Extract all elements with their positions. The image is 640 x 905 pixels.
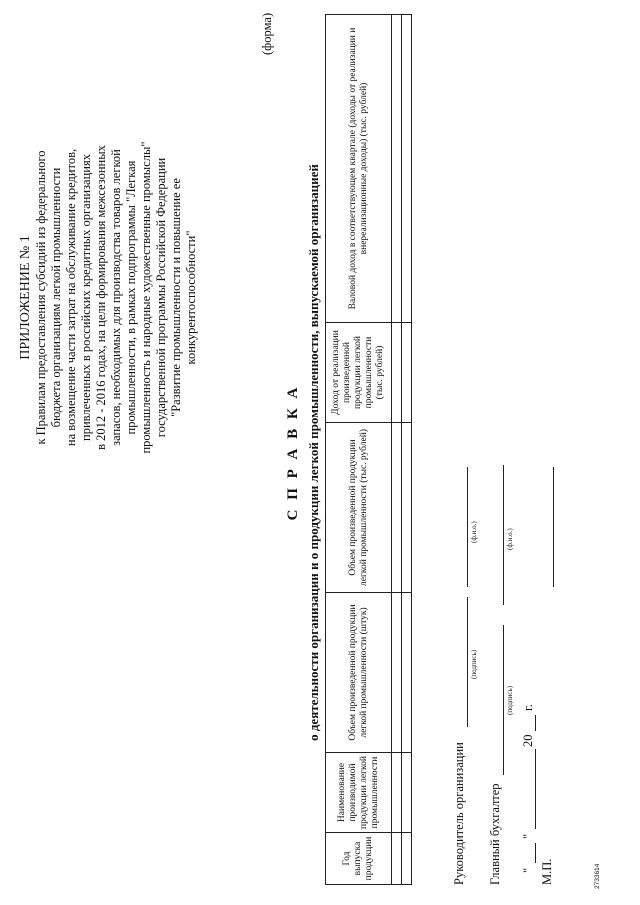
head-name-line[interactable] [467,467,468,587]
seal-line[interactable] [553,467,554,587]
appendix-line: на возмещение части затрат на обслуживание кредитов, [64,148,78,447]
seal-mark: М.П. [540,858,554,885]
head-signature-label: Руководитель организации [452,742,466,885]
column-header-product-name: Наименование производимой продукции легкой промышленности [326,753,392,833]
table-cell[interactable] [402,423,412,593]
appendix-header [18,20,199,575]
head-signature-line[interactable] [467,597,468,727]
column-header-gross-income: Валовой доход в соответствующем квартале (доходы от реализации и внереализационные доходы) (тыс. рублей) [326,15,392,323]
appendix-line: конкурентоспособности" [184,230,198,365]
head-signature-caption: (подпись) [470,649,478,679]
appendix-title: ПРИЛОЖЕНИЕ № 1 [18,235,33,360]
date-year-suffix: г. [521,704,535,711]
date-close-quote: " [521,833,535,839]
appendix-line: в 2012 - 2016 годах, на цели формирования межсезонных [94,145,108,450]
appendix-line: к Правилам предоставления субсидий из федерального [34,150,48,445]
accountant-name-caption: (ф.и.о.) [506,528,514,550]
table-cell[interactable] [402,323,412,423]
column-header-volume-units: Объем произведенной продукции легкой промышленности (штук) [326,593,392,753]
accountant-signature-caption: (подпись) [506,685,514,715]
accountant-signature-label: Главный бухгалтер [488,783,502,885]
table-cell[interactable] [392,833,402,885]
column-header-sales-income: Доход от реализации произведенной продукции легкой промышленности (тыс. рублей) [326,323,392,423]
report-table [325,14,412,885]
appendix-line: государственной программы Российской Федерации [154,157,168,438]
document-subtitle: о деятельности организации и о продукции легкой промышленности, выпускаемой организацией [306,164,321,741]
date-open-quote: " [521,867,535,873]
date-day-line[interactable] [535,843,536,863]
form-mark: (форма) [260,12,274,55]
table-cell[interactable] [392,15,402,323]
head-name-caption: (ф.и.о.) [470,521,478,543]
column-header-year: Год выпуска продукции [326,833,392,885]
appendix-line: промышленность и народные художественные промыслы" [139,141,153,454]
table-cell[interactable] [402,833,412,885]
appendix-line: привлеченных в российских кредитных организациях [79,154,93,441]
table-row [402,15,412,885]
document-code: 2733614 [594,863,601,889]
column-header-volume-rubles: Объем произведенной продукции легкой промышленности (тыс. рублей) [326,423,392,593]
appendix-line: промышленности, в рамках подпрограммы "Легкая [124,160,138,435]
date-year-line[interactable] [535,715,536,731]
table-cell[interactable] [402,593,412,753]
appendix-line: запасов, необходимых для производства товаров легкой [109,149,123,446]
date-month-line[interactable] [535,749,536,829]
table-cell[interactable] [392,323,402,423]
table-cell[interactable] [392,753,402,833]
table-cell[interactable] [402,753,412,833]
table-cell[interactable] [392,423,402,593]
appendix-line: "Развитие промышленности и повышение ее [169,178,183,417]
date-year-prefix: 20 [521,734,535,747]
table-cell[interactable] [402,15,412,323]
table-row [392,15,402,885]
accountant-name-line[interactable] [503,465,504,605]
document-title: С П Р А В К А [285,384,301,521]
table-cell[interactable] [392,593,402,753]
accountant-signature-line[interactable] [503,625,504,775]
appendix-line: бюджета организациям легкой промышленности [49,167,63,428]
table-header-row [326,15,392,885]
